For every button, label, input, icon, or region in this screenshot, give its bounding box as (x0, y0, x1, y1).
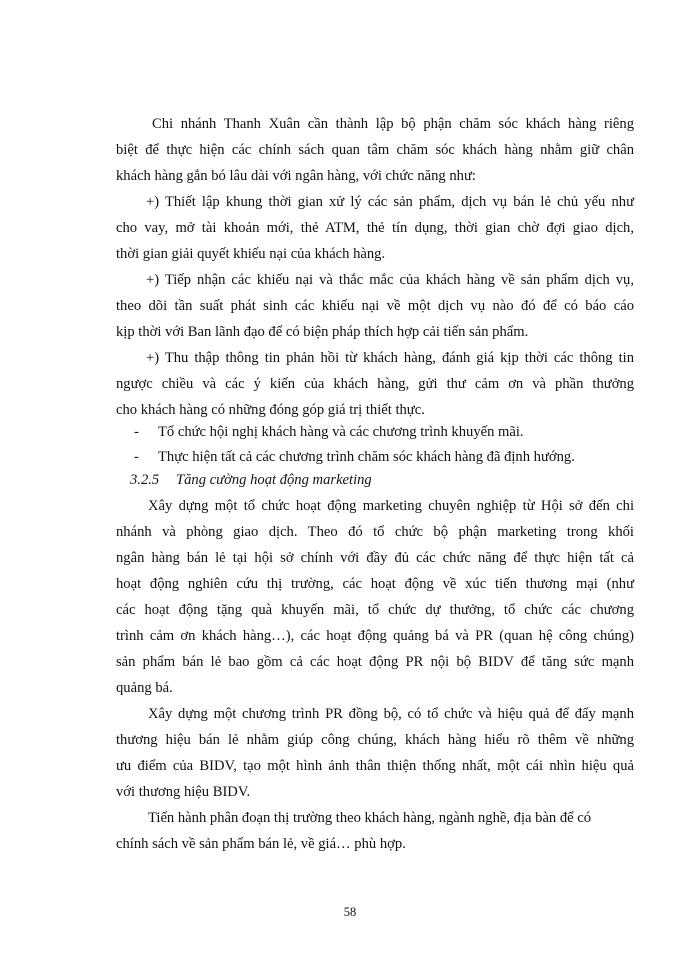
text-line: thời gian giải quyết khiếu nại của khách hàng. (116, 246, 386, 262)
text-line: quảng bá. (116, 680, 173, 696)
text-line: +) Tiếp nhận các khiếu nại và thắc mắc của khách hàng về sản phẩm dịch vụ, (146, 272, 634, 288)
text-line: cho vay, mở tài khoản mới, thẻ ATM, thẻ tín dụng, thời gian chờ đợi giao dịch, (116, 220, 634, 236)
text-line: Xây dựng một chương trình PR đồng bộ, có tổ chức và hiệu quả để đẩy mạnh (148, 706, 634, 722)
dash-bullet: - (134, 424, 139, 440)
text-line: các hoạt động tặng quà khuyến mãi, tổ chức dự thưởng, tổ chức các chương (116, 602, 634, 618)
text-line: nhánh và phòng giao dịch. Theo đó tổ chức bộ phận marketing trong khối (116, 524, 634, 540)
text-line: ưu điểm của BIDV, tạo một hình ảnh thân thiện thống nhất, một cái nhìn hiệu quả (116, 758, 634, 774)
text-line: biệt để thực hiện các chính sách quan tâm chăm sóc khách hàng nhằm giữ chân (116, 142, 634, 158)
text-line: trình cảm ơn khách hàng…), các hoạt động quảng bá và PR (quan hệ công chúng) (116, 628, 634, 644)
text-line: +) Thu thập thông tin phản hồi từ khách hàng, đánh giá kịp thời các thông tin (146, 350, 634, 366)
dash-bullet: - (134, 449, 139, 465)
text-line: khách hàng gắn bó lâu dài với ngân hàng, với chức năng như: (116, 168, 476, 184)
section-title: Tăng cường hoạt động marketing (176, 472, 372, 488)
page-number: 58 (343, 905, 357, 919)
text-line: với thương hiệu BIDV. (116, 784, 251, 800)
text-line: ngược chiều và các ý kiến của khách hàng, gửi thư cảm ơn và phần thưởng (116, 376, 634, 392)
text-line: theo dõi tần suất phát sinh các khiếu nại về một dịch vụ nào đó để có báo cáo (116, 298, 634, 314)
text-line: cho khách hàng có những đóng góp giá trị thiết thực. (116, 402, 425, 418)
text-line: kịp thời với Ban lãnh đạo để có biện pháp thích hợp cải tiến sản phẩm. (116, 324, 529, 340)
text-line: hoạt động nghiên cứu thị trường, các hoạt động về xúc tiến thương mại (như (116, 576, 634, 592)
text-line: thương hiệu bán lẻ nhằm giúp công chúng, khách hàng hiểu rõ thêm về những (116, 732, 634, 748)
section-heading (130, 470, 372, 490)
text-line: Chi nhánh Thanh Xuân cần thành lập bộ phận chăm sóc khách hàng riêng (152, 116, 634, 132)
section-number: 3.2.5 (130, 472, 160, 488)
text-line: ngân hàng bán lẻ tại hội sở chính với đầy đủ các chức năng để thực hiện tất cả (116, 550, 634, 566)
list-item-text: Thực hiện tất cả các chương trình chăm sóc khách hàng đã định hướng. (158, 449, 575, 465)
list-item-text: Tổ chức hội nghị khách hàng và các chương trình khuyến mãi. (158, 424, 524, 440)
text-line: Xây dựng một tổ chức hoạt động marketing chuyên nghiệp từ Hội sở đến chi (148, 498, 634, 514)
text-line: Tiến hành phân đoạn thị trường theo khách hàng, ngành nghề, địa bàn để có (148, 810, 592, 826)
text-line: +) Thiết lập khung thời gian xử lý các sản phẩm, dịch vụ bán lẻ chủ yếu như (146, 194, 634, 210)
text-line: sản phẩm bán lẻ bao gồm cả các hoạt động PR nội bộ BIDV để tăng sức mạnh (116, 654, 634, 670)
text-line: chính sách về sản phẩm bán lẻ, về giá… phù hợp. (116, 836, 406, 852)
